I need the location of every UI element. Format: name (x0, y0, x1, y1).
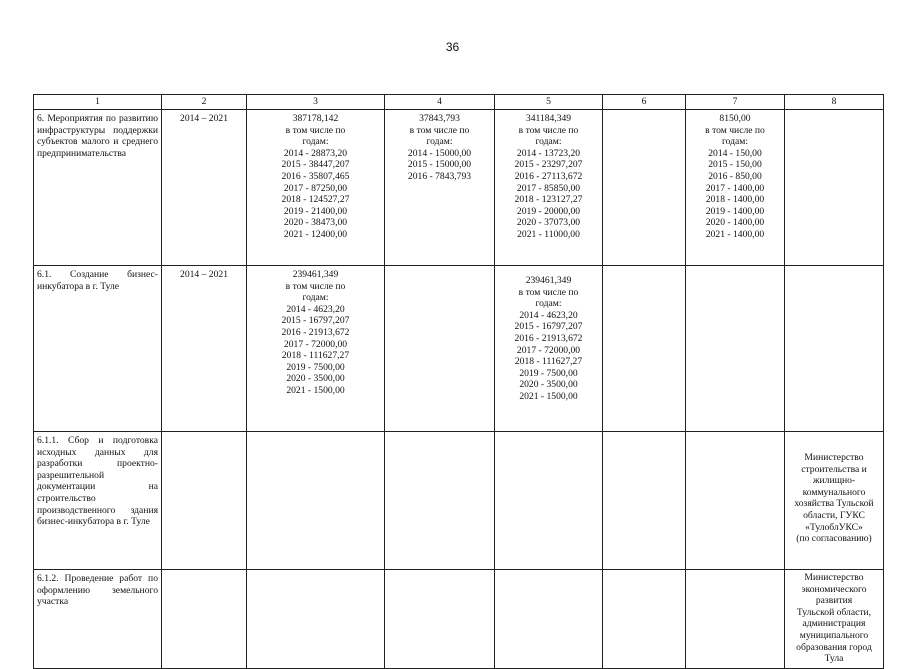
cell-line: 341184,349 (525, 113, 572, 124)
header-cell: 5 (495, 95, 603, 110)
cell-line: в том числе по (705, 124, 765, 136)
period-cell (162, 570, 247, 669)
regional-funding-cell (495, 570, 603, 669)
cell-line: 2014 - 28873,20 (283, 147, 348, 159)
cell-line: 2020 - 38473,00 (283, 217, 348, 229)
cell-line: в том числе по (285, 124, 346, 136)
cell-line: жилищно-коммунального (802, 475, 866, 498)
regional-funding-cell (495, 432, 603, 570)
header-cell: 8 (785, 95, 884, 110)
header-cell: 4 (385, 95, 495, 110)
cell-line: 2015 - 16797,207 (514, 321, 583, 333)
cell-line: 2015 - 23297,207 (514, 159, 583, 171)
cell-line: 2016 - 850,00 (708, 170, 762, 182)
cell-line: (по согласованию) (796, 533, 872, 545)
responsible-cell (785, 570, 884, 669)
federal-funding-cell (385, 110, 495, 266)
federal-funding-cell (385, 432, 495, 570)
cell-line: 2018 - 124527,27 (281, 194, 350, 206)
cell-line: 2021 - 1500,00 (519, 390, 578, 402)
cell-line: 2015 - 16797,207 (281, 315, 350, 327)
federal-funding-cell (385, 266, 495, 432)
cell-line: 2016 - 7843,793 (407, 170, 472, 182)
cell-line: годам: (535, 136, 562, 148)
cell-line: 2018 - 111627,27 (514, 356, 583, 368)
cell-line: 2014 - 15000,00 (407, 147, 472, 159)
cell-line: образования город Тула (796, 641, 872, 665)
cell-line: 2019 - 7500,00 (286, 361, 345, 373)
page-number: 36 (445, 40, 460, 54)
cell-line: муниципального (799, 629, 869, 641)
total-funding-cell (247, 110, 385, 266)
cell-line: 2018 - 1400,00 (705, 194, 765, 206)
cell-line: 2019 - 21400,00 (283, 205, 348, 217)
activity-name: 6.1.2. Проведение работ по оформлению земельного участка (34, 570, 162, 669)
cell-line: 2021 - 1500,00 (286, 384, 345, 396)
cell-line: 2014 - 4623,20 (286, 303, 345, 315)
header-cell: 1 (34, 95, 162, 110)
extrabudget-funding-cell (686, 570, 785, 669)
cell-line: строительства и (801, 463, 867, 475)
extrabudget-funding-cell (686, 110, 785, 266)
cell-line: 2017 - 72000,00 (283, 338, 348, 350)
cell-line: 2016 - 21913,672 (514, 332, 583, 344)
cell-line: Тульской области, (796, 606, 872, 618)
table-row (34, 266, 884, 432)
cell-line: администрация (802, 618, 866, 630)
cell-line: области, ГУКС (803, 509, 865, 521)
extrabudget-funding-cell (686, 432, 785, 570)
cell-line: 2019 - 1400,00 (705, 205, 765, 217)
cell-line: 2017 - 1400,00 (705, 182, 765, 194)
cell-line: годам: (426, 136, 453, 148)
cell-line: 2016 - 21913,672 (281, 326, 350, 338)
cell-line: Министерство (804, 452, 864, 463)
period-cell: 2014 – 2021 (162, 266, 247, 432)
cell-line: 2019 - 20000,00 (516, 205, 581, 217)
cell-line: экономического развития (801, 583, 867, 607)
cell-line: 2018 - 111627,27 (281, 350, 350, 362)
table-row (34, 432, 884, 570)
cell-line: 2021 - 12400,00 (283, 228, 348, 240)
period-cell (162, 432, 247, 570)
regional-funding-cell (495, 266, 603, 432)
cell-line: хозяйства Тульской (794, 498, 874, 510)
cell-line: 8150,00 (719, 113, 751, 124)
total-funding-cell (247, 432, 385, 570)
cell-line: 2017 - 85850,00 (516, 182, 581, 194)
cell-line: 2020 - 37073,00 (516, 217, 581, 229)
header-row (34, 95, 884, 110)
cell-line: 2015 - 150,00 (708, 159, 762, 171)
total-funding-cell (247, 570, 385, 669)
table-row (34, 110, 884, 266)
cell-line: 2021 - 1400,00 (705, 228, 765, 240)
cell-line: годам: (302, 292, 329, 304)
cell-line: 2015 - 38447,207 (281, 159, 350, 171)
cell-line: 2014 - 150,00 (708, 147, 762, 159)
cell-line: 239461,349 (292, 269, 339, 280)
activity-name: 6.1. Создание бизнес-инкубатора в г. Туле (34, 266, 162, 432)
cell-line: 387178,142 (292, 113, 339, 124)
cell-line: 2020 - 1400,00 (705, 217, 765, 229)
cell-line: 2021 - 11000,00 (517, 228, 580, 240)
regional-funding-cell (495, 110, 603, 266)
responsible-cell (785, 110, 884, 266)
cell-line: в том числе по (518, 286, 579, 298)
cell-line: годам: (535, 298, 562, 310)
local-funding-cell (603, 266, 686, 432)
cell-line: 2016 - 27113,672 (514, 170, 583, 182)
cell-line: Министерство (804, 572, 864, 583)
cell-line: 2020 - 3500,00 (519, 379, 578, 391)
federal-funding-cell (385, 570, 495, 669)
cell-line: годам: (302, 136, 329, 148)
cell-line: 2016 - 35807,465 (281, 170, 350, 182)
local-funding-cell (603, 110, 686, 266)
cell-line: 2019 - 7500,00 (519, 367, 578, 379)
extrabudget-funding-cell (686, 266, 785, 432)
program-table (33, 94, 884, 669)
cell-line: в том числе по (518, 124, 579, 136)
header-cell: 3 (247, 95, 385, 110)
cell-line: 2015 - 15000,00 (407, 159, 472, 171)
responsible-cell (785, 432, 884, 570)
responsible-cell (785, 266, 884, 432)
cell-line: 2017 - 72000,00 (516, 344, 581, 356)
activity-name: 6. Мероприятия по развитию инфраструктуры поддержки субъектов малого и среднего предпринимательства (34, 110, 162, 266)
cell-line: 2014 - 4623,20 (519, 309, 578, 321)
total-funding-cell (247, 266, 385, 432)
header-cell: 7 (686, 95, 785, 110)
cell-line: 2017 - 87250,00 (283, 182, 348, 194)
cell-line: 2014 - 13723,20 (516, 147, 581, 159)
cell-line: «ТулоблУКС» (805, 521, 863, 533)
local-funding-cell (603, 570, 686, 669)
cell-line: 239461,349 (525, 275, 572, 286)
local-funding-cell (603, 432, 686, 570)
cell-line: 2020 - 3500,00 (286, 373, 345, 385)
header-cell: 6 (603, 95, 686, 110)
activity-name: 6.1.1. Сбор и подготовка исходных данных для разработки проектно-разрешительной документации на строительство производственного здания бизнес-инкубатора в г. Туле (34, 432, 162, 570)
cell-line: 2018 - 123127,27 (514, 194, 583, 206)
cell-line: годам: (721, 136, 749, 148)
table-row (34, 570, 884, 669)
cell-line: 37843,793 (419, 113, 460, 124)
cell-line: в том числе по (285, 280, 346, 292)
period-cell: 2014 – 2021 (162, 110, 247, 266)
cell-line: в том числе по (409, 124, 470, 136)
header-cell: 2 (162, 95, 247, 110)
